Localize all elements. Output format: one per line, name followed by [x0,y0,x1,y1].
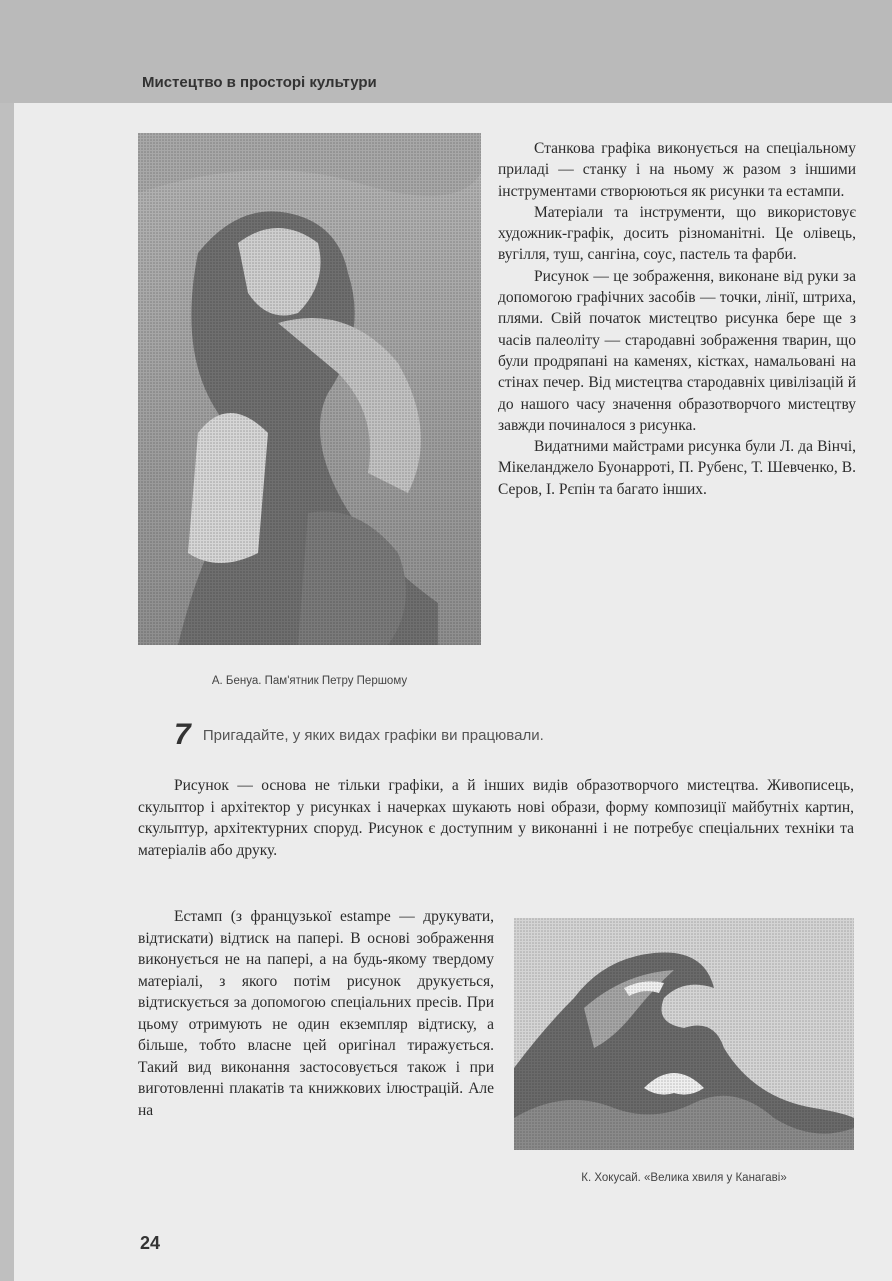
figure-monument-image [138,133,481,645]
question-text: Пригадайте, у яких видах графіки ви працювали. [202,727,544,744]
question-block [174,718,854,752]
figure-wave-caption: К. Хокусай. «Велика хвиля у Канагаві» [581,1172,787,1184]
intro-paragraph: Матеріали та інструменти, що використовує художник-графік, досить різноманітні. Це олівець, вугілля, туш, сангіна, соус, пастель та фарби. [498,203,856,264]
intro-paragraph: Видатними майстрами рисунка були Л. да Вінчі, Мікеланджело Буонарроті, П. Рубенс, Т. Шевченко, В. Серов, І. Рєпін та багато інших. [498,438,856,498]
question-number: 7 [174,718,191,751]
margin-stripe [0,103,14,1281]
intro-paragraph: Рисунок — це зображення, виконане від руки за допомогою графічних засобів — точки, лінії, штриха, плями. Свій початок мистецтво рисунка бере ще з часів палеоліту — стародавні зображення тварин, що були продряпані на каменях, кістках, намальовані на стінах печер. Від мистецтва стародавніх цивілізацій й до нашого часу значення образотворчого мистецтву завжди починалося з рисунка. [498,267,856,434]
section-title: Мистецтво в просторі культури [142,74,377,91]
figure-wave-image [514,918,854,1150]
etching-paragraph: Естамп (з французької estampe — друкувати, відтискати) відтиск на папері. В основі зображення виконується не на папері, а на будь-якому твердому матеріалі, з якого потім рисунок друкується, відтискується за допомогою спеціальних пресів. При цьому отримують не один екземпляр відтиску, а більше, тобто власне цей оригінал тиражується. Такий вид виконання застосовується також і при виготовленні плакатів та книжкових ілюстрацій. Але на [138,908,494,1119]
figure-monument-caption: А. Бенуа. Пам'ятник Петру Першому [211,675,408,687]
intro-paragraph: Станкова графіка виконується на спеціальному приладі — станку і на ньому ж разом з іншими інструментами створюються як рисунки та естампи. [498,140,856,200]
header-band [0,0,892,103]
intro-text-column [498,138,856,500]
page-number: 24 [140,1233,161,1253]
body-paragraph: Рисунок — основа не тільки графіки, а й інших видів образотворчого мистецтва. Живописець, скульптор і архітектор у рисунках і начерках шукають нові образи, форму композиції майбутніх картин, скульптур, архітектурних споруд. Рисунок є доступним у виконанні і не потребує спеціальних техніки та матеріалів або друку. [138,777,854,859]
monument-illustration [138,133,481,645]
wave-illustration [514,918,854,1150]
